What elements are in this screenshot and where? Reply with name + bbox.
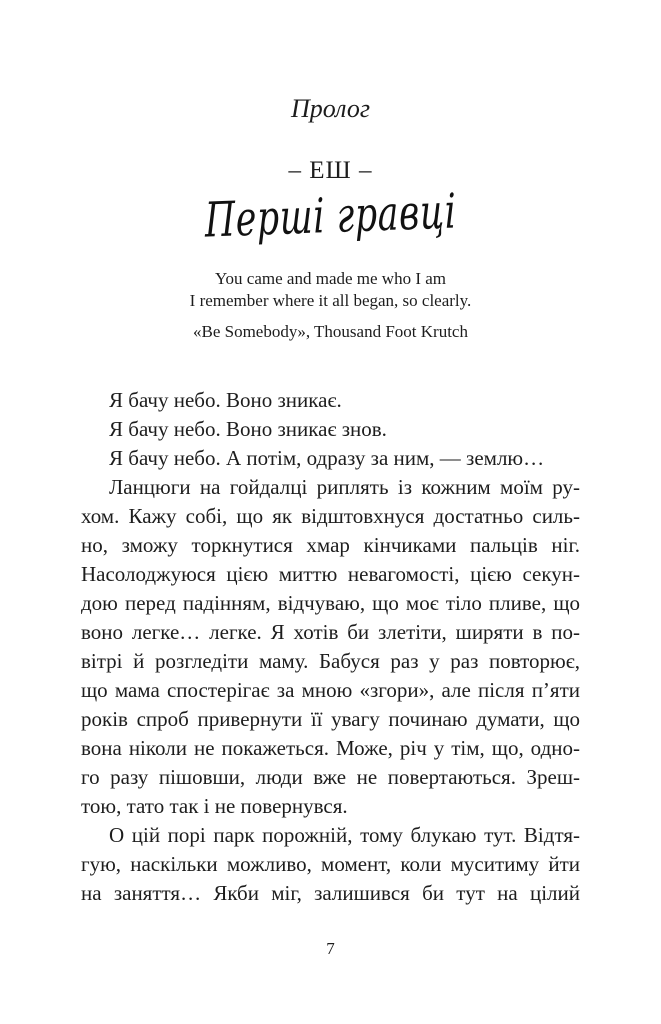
epigraph-attribution: «Be Somebody», Thousand Foot Krutch [193, 322, 468, 341]
body-line: Я бачу небо. Воно зникає знов. [109, 417, 387, 441]
body-line: Я бачу небо. А потім, одразу за ним, — землю… [109, 446, 545, 470]
body-line: Ланцюги на гойдалці риплять із кожним моїм ру- [109, 475, 580, 499]
body-line: О цій порі парк порожній, тому блукаю тут. Відтя- [109, 823, 580, 847]
body-text [81, 386, 580, 908]
body-line: воно легке… легке. Я хотів би злетіти, ширяти в по- [81, 620, 580, 644]
body-line: тою, тато так і не повернувся. [81, 794, 348, 818]
body-line: но, зможу торкнутися хмар кінчиками пальців ніг. [81, 533, 580, 557]
epigraph-line: I remember where it all began, so clearly. [189, 291, 472, 310]
epigraph-line: You came and made me who I am [214, 269, 447, 288]
page-number: 7 [326, 939, 335, 958]
chapter-title [81, 183, 580, 249]
body-line: років спроб привернути її увагу починаю думати, що [81, 707, 580, 731]
body-line: що мама спостерігає за мною «згори», але після п’яти [81, 678, 580, 702]
chapter-title-script-text: Перші гравці [204, 183, 457, 249]
body-line: вона ніколи не покажеться. Може, річ у тім, що, одно- [81, 736, 580, 760]
page-content [0, 94, 661, 908]
body-line: хом. Кажу собі, що як відштовхнуся достатньо силь- [81, 504, 580, 528]
body-line: го разу пішовши, люди вже не повертаються. Зреш- [81, 765, 580, 789]
body-line: Насолоджуюся цією миттю невагомості, цією секун- [81, 562, 580, 586]
body-line: гую, наскільки можливо, момент, коли муситиму йти [81, 852, 580, 876]
body-line: дою перед падінням, відчуваю, що моє тіло пливе, що [81, 591, 580, 615]
narrator-label: – ЕШ – [288, 157, 373, 184]
body-line: Я бачу небо. Воно зникає. [109, 388, 342, 412]
body-line: на заняття… Якби міг, залишився би тут на цілий [81, 881, 580, 905]
chapter-label: Пролог [291, 94, 370, 123]
epigraph [81, 268, 580, 312]
body-line: вітрі й розгледіти маму. Бабуся раз у раз повторює, [81, 649, 580, 673]
